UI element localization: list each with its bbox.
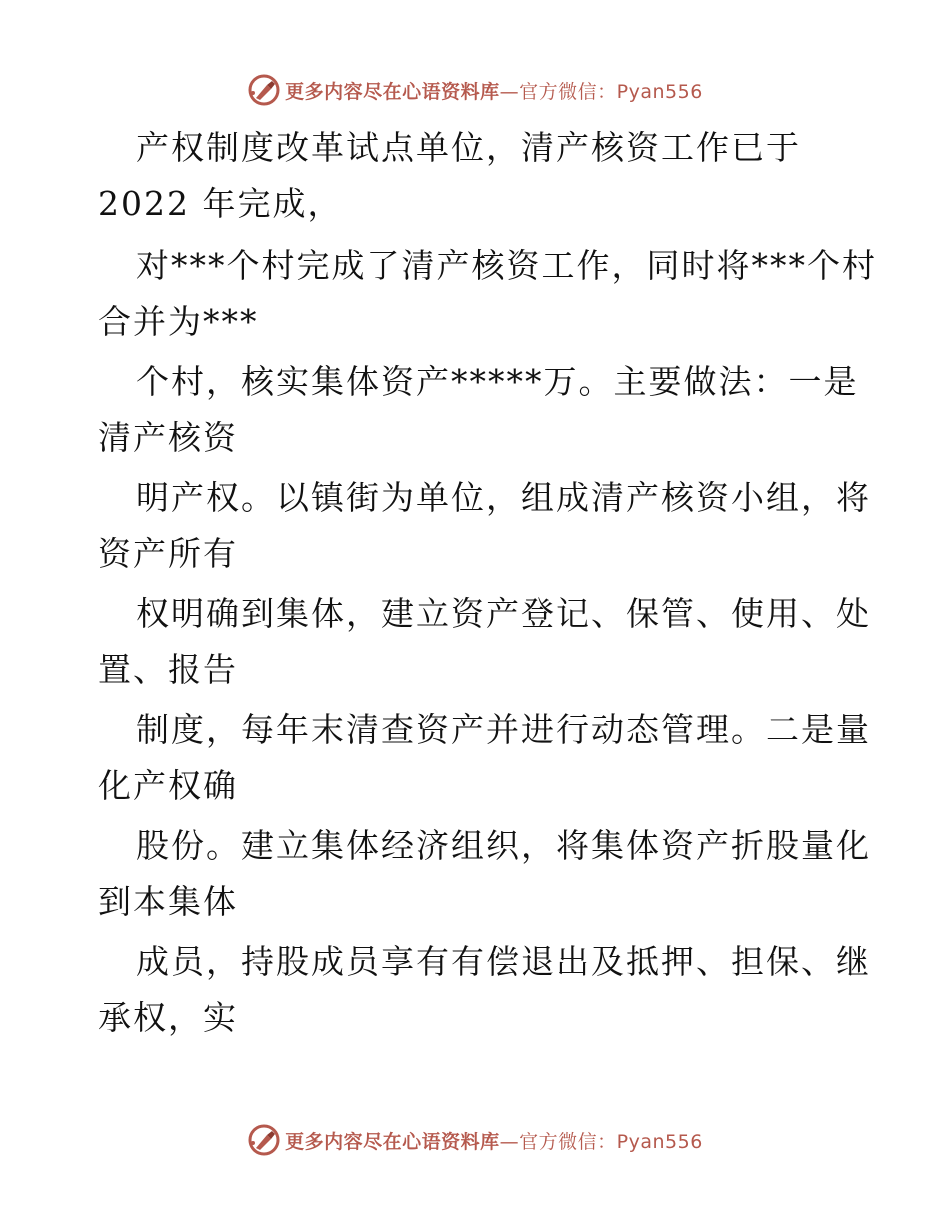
paragraph-line: 化产权确: [98, 766, 238, 805]
header-banner-text: [285, 77, 703, 104]
footer-brand: 更多内容尽在心语资料库: [285, 1130, 500, 1153]
paragraph-line: 置、报告: [98, 650, 238, 689]
pen-nib-logo-icon: [247, 1123, 281, 1157]
paragraph-line: 权明确到集体，建立资产登记、保管、使用、处: [136, 594, 871, 633]
footer-banner-text: [285, 1127, 703, 1154]
paragraph-line: 2022 年完成，: [98, 184, 343, 223]
paragraph-line: 个村，核实集体资产*****万。主要做法：一是: [136, 362, 859, 401]
header-banner: [0, 70, 950, 110]
paragraph-line: 清产核资: [98, 418, 238, 457]
paragraph-line: 制度，每年末清查资产并进行动态管理。二是量: [136, 710, 871, 749]
paragraph-line: 明产权。以镇街为单位，组成清产核资小组，将: [136, 478, 871, 517]
footer-banner: [0, 1120, 950, 1160]
paragraph-line: 股份。建立集体经济组织，将集体资产折股量化: [136, 826, 871, 865]
paragraph-line: 承权，实: [98, 998, 238, 1037]
paragraph-line: 对***个村完成了清产核资工作，同时将***个村: [136, 246, 877, 285]
paragraph-line: 资产所有: [98, 534, 238, 573]
header-brand: 更多内容尽在心语资料库: [285, 80, 500, 103]
footer-contact: —官方微信：Pyan556: [499, 1130, 703, 1153]
header-contact: —官方微信：Pyan556: [499, 80, 703, 103]
paragraph-line: 合并为***: [98, 302, 259, 341]
paragraph-line: 产权制度改革试点单位，清产核资工作已于: [136, 128, 801, 167]
paragraph-line: 到本集体: [98, 882, 238, 921]
pen-nib-logo-icon: [247, 73, 281, 107]
paragraph-line: 成员，持股成员享有有偿退出及抵押、担保、继: [136, 942, 871, 981]
